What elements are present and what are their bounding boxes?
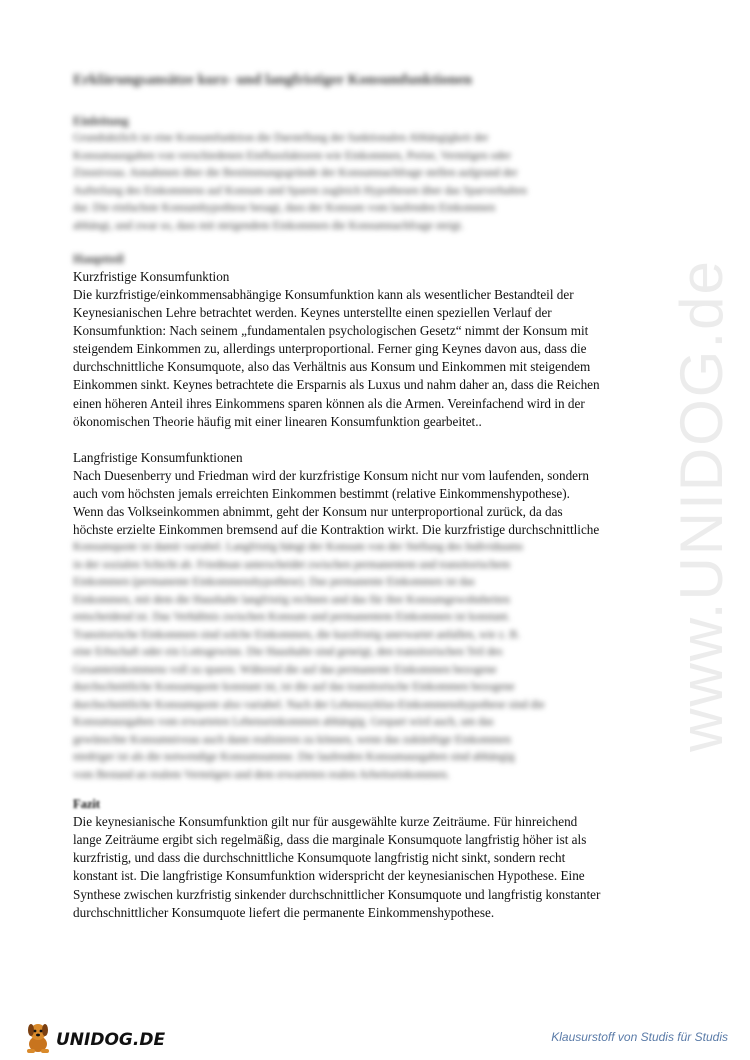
conclusion-heading: Fazit bbox=[73, 797, 101, 812]
long-run-title: Langfristige Konsumfunktionen bbox=[73, 449, 243, 465]
footer-tagline: Klausurstoff von Studis für Studis bbox=[551, 1030, 728, 1044]
logo-text: UNIDOG.DE bbox=[56, 1030, 166, 1050]
short-run-line: Keynesianischen Lehre betrachtet werden. Keynes unterstellte einen speziellen Verlauf der bbox=[73, 305, 552, 321]
blurred-line: Transitorische Einkommen sind solche Einkommen, die kurzfristig unerwartet anfallen, wie z. B. bbox=[73, 628, 521, 641]
blurred-line: niedriger ist als die notwendige Konsumsumme. Die laufenden Konsumausgaben sind abhängig bbox=[73, 751, 515, 764]
short-run-title: Kurzfristige Konsumfunktion bbox=[73, 269, 230, 284]
intro-heading: Einleitung bbox=[73, 114, 129, 128]
blurred-line: Konsumausgaben vom erwarteten Lebenseinkommen abhängig. Gespart wird auch, um das bbox=[73, 716, 494, 729]
dog-mascot-icon bbox=[24, 1020, 54, 1054]
short-run-line: Konsumfunktion: Nach seinem „fundamentalen psychologischen Gesetz“ nimmt der Konsum mit bbox=[73, 323, 589, 339]
conclusion-line: Synthese zwischen kurzfristig sinkender durchschnittlicher Konsumquote und langfristig konstanter bbox=[73, 886, 601, 902]
conclusion-line: konstant ist. Die langfristige Konsumfunktion widerspricht der keynesianischen Hypothese. Eine bbox=[73, 868, 585, 884]
long-run-line: Wenn das Volkseinkommen abnimmt, geht der Konsum nur unterproportional zurück, da das bbox=[73, 503, 563, 519]
blurred-line: gewünschte Konsumniveau auch dann realisieren zu können, wenn das zukünftige Einkommen bbox=[73, 733, 511, 746]
document-title: Erklärungsansätze kurz- und langfristiger Konsumfunktionen bbox=[73, 72, 472, 88]
short-run-line: durchschnittliche Konsumquote, also das Verhältnis aus Konsum und Einkommen mit steigendem bbox=[73, 359, 591, 375]
long-run-line: auch vom höchsten jemals erreichten Einkommen bestimmt (relative Einkommenshypothese). bbox=[73, 485, 570, 501]
conclusion-section bbox=[73, 813, 678, 922]
short-run-line: steigendem Einkommen zu, allerdings unterproportional. Ferner ging Keynes davon aus, dass die bbox=[73, 341, 587, 357]
short-run-line: einen höheren Anteil ihres Einkommens sparen können als die Armen. Vereinfachend wird in der bbox=[73, 395, 585, 411]
conclusion-line: kurzfristig, und dass die durchschnittliche Konsumquote langfristig nicht sinkt, sondern recht bbox=[73, 850, 566, 866]
blurred-line: Konsumquote ist damit variabel. Langfristig hängt der Konsum von der Stellung des Individuums bbox=[73, 541, 524, 554]
unidog-logo bbox=[24, 1018, 165, 1054]
intro-line: Aufteilung des Einkommens auf Konsum und Sparen zugleich Hypothesen über das Sparverhalten bbox=[73, 184, 527, 197]
long-run-blurred-paragraph bbox=[73, 539, 678, 784]
watermark-text: www.UNIDOG.de bbox=[667, 258, 735, 752]
blurred-line: Gesamteinkommens voll zu sparen. Während die auf das permanente Einkommen bezogene bbox=[73, 663, 497, 676]
conclusion-line: Die keynesianische Konsumfunktion gilt nur für ausgewählte kurze Zeiträume. Für hinreichend bbox=[73, 814, 578, 830]
short-run-section bbox=[73, 268, 678, 431]
intro-line: abhängt, und zwar so, dass mit steigendem Einkommen die Konsumnachfrage steigt. bbox=[73, 219, 464, 232]
blurred-line: vom Bestand an realem Vermögen und dem erwarteten realen Arbeitseinkommen. bbox=[73, 768, 450, 781]
blurred-line: in der sozialen Schicht ab. Friedman unterscheidet zwischen permanentem und transitorischem bbox=[73, 558, 511, 571]
blurred-line: eine Erbschaft oder ein Lottogewinn. Die Haushalte sind geneigt, den transitorischen Teil des bbox=[73, 646, 503, 659]
conclusion-line: durchschnittlicher Konsumquote liefert die permanente Einkommenshypothese. bbox=[73, 904, 495, 920]
blurred-line: Einkommen (permanente Einkommenshypothese). Das permanente Einkommen ist das bbox=[73, 576, 475, 589]
short-run-line: Einkommen sinkt. Keynes betrachtete die Ersparnis als Luxus und nahm daher an, dass die Reichen bbox=[73, 377, 600, 393]
intro-line: Zinsniveau. Annahmen über die Bestimmungsgründe der Konsumnachfrage stellen aufgrund der bbox=[73, 167, 518, 179]
long-run-section bbox=[73, 449, 678, 539]
intro-paragraph bbox=[73, 130, 678, 235]
intro-line: Grundsätzlich ist eine Konsumfunktion die Darstellung der funktionalen Abhängigkeit der bbox=[73, 132, 489, 144]
main-heading: Hauptteil bbox=[73, 252, 124, 266]
short-run-line: ökonomischen Theorie häufig mit einer linearen Konsumfunktion gearbeitet.. bbox=[73, 413, 482, 429]
blurred-line: durchschnittliche Konsumquote also variabel. Nach der Lebenszyklus-Einkommenshypothese sind die bbox=[73, 698, 545, 711]
blurred-line: entscheidend ist. Das Verhältnis zwischen Konsum und permanentem Einkommen ist konstant. bbox=[73, 611, 511, 624]
short-run-line: Die kurzfristige/einkommensabhängige Konsumfunktion kann als wesentlicher Bestandteil der bbox=[73, 287, 574, 302]
blurred-line: Einkommen, mit dem die Haushalte langfristig rechnen und das für ihre Konsumgewohnheiten bbox=[73, 593, 510, 606]
document-body bbox=[73, 72, 678, 922]
intro-line: dar. Die einfachste Konsumhypothese besagt, dass der Konsum vom laufenden Einkommen bbox=[73, 202, 496, 214]
long-run-line: höchste erzielte Einkommen bremsend auf die Kontraktion wirkt. Die kurzfristige durchschnittliche bbox=[73, 522, 600, 538]
blurred-line: durchschnittliche Konsumquote konstant ist, ist die auf das transitorische Einkommen bezogene bbox=[73, 681, 515, 694]
intro-line: Konsumausgaben von verschiedenen Einflussfaktoren wie Einkommen, Preise, Vermögen oder bbox=[73, 149, 511, 162]
long-run-line: Nach Duesenberry und Friedman wird der kurzfristige Konsum nicht nur vom laufenden, sondern bbox=[73, 467, 590, 483]
conclusion-line: lange Zeiträume ergibt sich regelmäßig, dass die marginale Konsumquote langfristig höher ist als bbox=[73, 832, 587, 848]
